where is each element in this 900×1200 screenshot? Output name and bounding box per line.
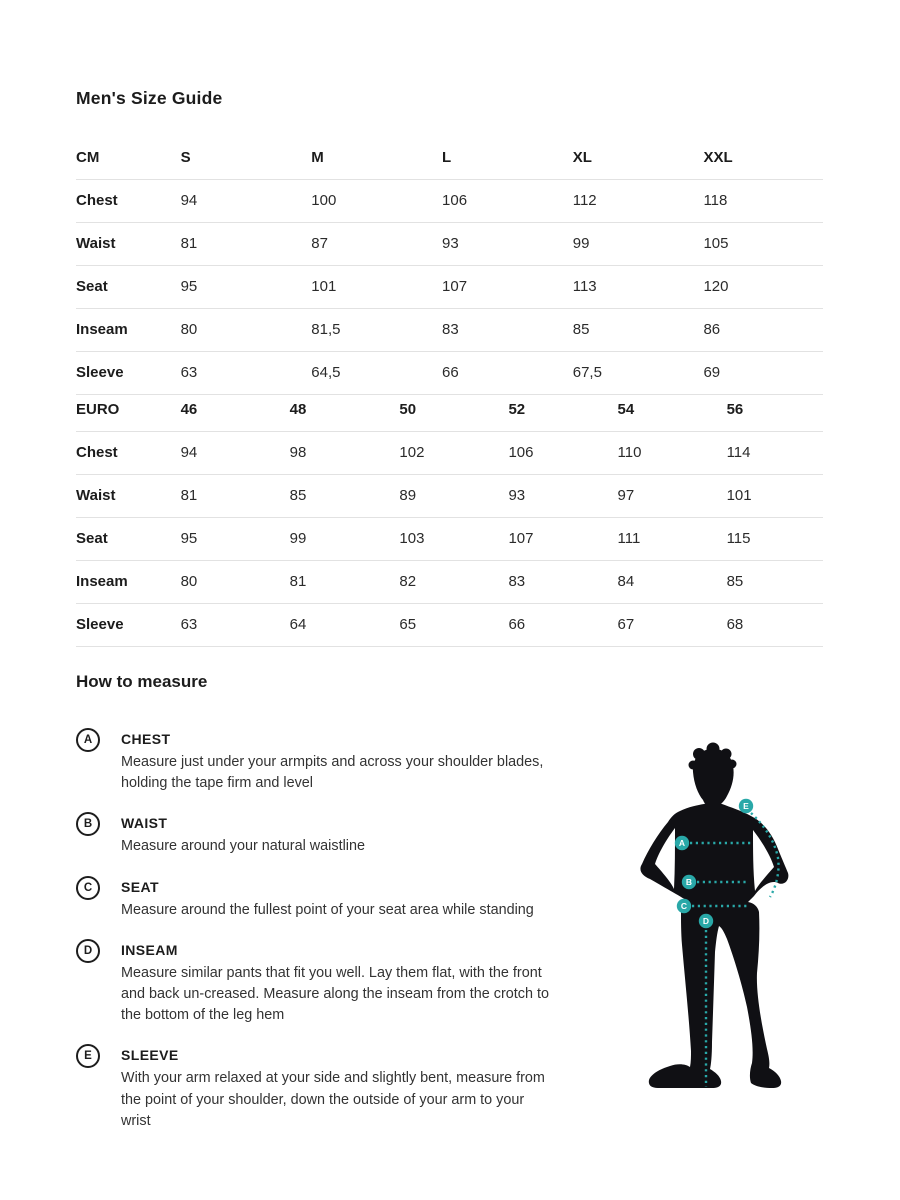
column-header: S <box>181 143 312 180</box>
column-header: 50 <box>399 395 508 432</box>
size-value: 112 <box>573 180 704 223</box>
letter-badge-d: D <box>76 939 100 963</box>
size-value: 63 <box>181 352 312 395</box>
measurement-description: Measure similar pants that fit you well. Lay them flat, with the front and back un-creased. Measure along the inseam from the crotch to the bottom of the leg hem <box>121 964 549 1024</box>
letter-badge-b: B <box>76 812 100 836</box>
measurement-description: Measure around the fullest point of your seat area while standing <box>121 901 534 918</box>
letter-badge-e: E <box>76 1044 100 1068</box>
svg-text:E: E <box>743 801 749 811</box>
size-value: 64,5 <box>311 352 442 395</box>
table-row <box>76 518 823 561</box>
measurement-description: With your arm relaxed at your side and slightly bent, measure from the point of your shoulder, down the outside of your arm to your wrist <box>121 1070 545 1129</box>
size-value: 83 <box>508 561 617 604</box>
table-row <box>76 432 823 475</box>
size-value: 66 <box>508 604 617 647</box>
size-value: 69 <box>703 352 823 395</box>
size-value: 95 <box>181 518 290 561</box>
page-title: Men's Size Guide <box>76 88 223 108</box>
how-to-measure-list <box>76 730 556 1132</box>
size-value: 101 <box>311 266 442 309</box>
how-to-item-sleeve <box>76 1046 556 1132</box>
table-header-row <box>76 143 823 180</box>
cm-size-table <box>76 143 823 395</box>
silhouette-figure-svg <box>618 740 840 1122</box>
table-header-row <box>76 395 823 432</box>
measurement-label: WAIST <box>121 815 168 832</box>
row-label: Chest <box>76 432 181 475</box>
column-header: 56 <box>727 395 823 432</box>
measurement-label: SEAT <box>121 878 159 895</box>
table-row <box>76 266 823 309</box>
size-value: 63 <box>181 604 290 647</box>
table-row <box>76 223 823 266</box>
column-header: XXL <box>703 143 823 180</box>
size-value: 107 <box>442 266 573 309</box>
size-value: 118 <box>703 180 823 223</box>
how-to-item-text <box>121 730 556 794</box>
size-value: 120 <box>703 266 823 309</box>
size-value: 113 <box>573 266 704 309</box>
size-value: 86 <box>703 309 823 352</box>
letter-badge-a: A <box>76 728 100 752</box>
size-value: 107 <box>508 518 617 561</box>
size-value: 80 <box>181 309 312 352</box>
how-to-measure-title: How to measure <box>76 672 208 691</box>
column-header: EURO <box>76 395 181 432</box>
size-value: 80 <box>181 561 290 604</box>
euro-size-table <box>76 395 823 647</box>
column-header: 54 <box>618 395 727 432</box>
size-value: 66 <box>442 352 573 395</box>
how-to-item-text <box>121 941 556 1027</box>
size-value: 93 <box>508 475 617 518</box>
measurement-label: CHEST <box>121 731 171 747</box>
size-value: 85 <box>727 561 823 604</box>
letter-badge-c: C <box>76 876 100 900</box>
silhouette-head <box>693 749 734 807</box>
size-value: 81 <box>290 561 400 604</box>
size-value: 81,5 <box>311 309 442 352</box>
size-value: 103 <box>399 518 508 561</box>
size-value: 68 <box>727 604 823 647</box>
measurement-description: Measure just under your armpits and across your shoulder blades, holding the tape firm and level <box>121 754 544 792</box>
size-value: 95 <box>181 266 312 309</box>
size-value: 98 <box>290 432 400 475</box>
how-to-item-seat <box>76 878 556 921</box>
size-value: 101 <box>727 475 823 518</box>
size-value: 64 <box>290 604 400 647</box>
svg-text:C: C <box>680 901 688 911</box>
size-value: 84 <box>618 561 727 604</box>
how-to-item-text <box>121 878 534 921</box>
measurement-label: INSEAM <box>121 941 178 958</box>
row-label: Inseam <box>76 561 181 604</box>
row-label: Waist <box>76 223 181 266</box>
marker-inseam <box>699 914 713 928</box>
size-value: 85 <box>573 309 704 352</box>
how-to-item-waist <box>76 814 556 857</box>
marker-waist <box>682 875 696 889</box>
size-value: 94 <box>181 432 290 475</box>
table-row <box>76 352 823 395</box>
size-value: 81 <box>181 475 290 518</box>
size-value: 67 <box>618 604 727 647</box>
column-header: XL <box>573 143 704 180</box>
how-to-item-text <box>121 814 365 857</box>
column-header: 48 <box>290 395 400 432</box>
size-value: 102 <box>399 432 508 475</box>
measurement-description: Measure around your natural waistline <box>121 838 365 855</box>
measurement-label: SLEEVE <box>121 1047 179 1064</box>
table-row <box>76 180 823 223</box>
size-value: 110 <box>618 432 727 475</box>
size-value: 99 <box>290 518 400 561</box>
column-header: 52 <box>508 395 617 432</box>
size-value: 85 <box>290 475 400 518</box>
column-header: M <box>311 143 442 180</box>
size-value: 81 <box>181 223 312 266</box>
marker-chest <box>675 836 689 850</box>
table-row <box>76 475 823 518</box>
size-value: 106 <box>508 432 617 475</box>
size-value: 94 <box>181 180 312 223</box>
how-to-item-inseam <box>76 941 556 1027</box>
svg-text:A: A <box>678 838 686 848</box>
table-row <box>76 604 823 647</box>
size-value: 83 <box>442 309 573 352</box>
size-value: 87 <box>311 223 442 266</box>
size-value: 82 <box>399 561 508 604</box>
marker-sleeve <box>739 799 753 813</box>
row-label: Chest <box>76 180 181 223</box>
size-value: 93 <box>442 223 573 266</box>
row-label: Sleeve <box>76 604 181 647</box>
size-value: 105 <box>703 223 823 266</box>
row-label: Seat <box>76 518 181 561</box>
size-value: 111 <box>618 518 727 561</box>
column-header: CM <box>76 143 181 180</box>
size-value: 89 <box>399 475 508 518</box>
svg-text:D: D <box>702 916 710 926</box>
size-value: 115 <box>727 518 823 561</box>
column-header: 46 <box>181 395 290 432</box>
svg-text:B: B <box>685 877 693 887</box>
table-row <box>76 309 823 352</box>
row-label: Seat <box>76 266 181 309</box>
size-value: 67,5 <box>573 352 704 395</box>
size-value: 65 <box>399 604 508 647</box>
size-value: 100 <box>311 180 442 223</box>
table-row <box>76 561 823 604</box>
silhouette-body <box>640 803 788 1089</box>
marker-seat <box>677 899 691 913</box>
male-silhouette-measurement-diagram <box>618 740 840 1122</box>
how-to-item-text <box>121 1046 556 1132</box>
row-label: Sleeve <box>76 352 181 395</box>
size-value: 114 <box>727 432 823 475</box>
size-value: 106 <box>442 180 573 223</box>
column-header: L <box>442 143 573 180</box>
row-label: Inseam <box>76 309 181 352</box>
size-value: 99 <box>573 223 704 266</box>
size-value: 97 <box>618 475 727 518</box>
row-label: Waist <box>76 475 181 518</box>
how-to-item-chest <box>76 730 556 794</box>
